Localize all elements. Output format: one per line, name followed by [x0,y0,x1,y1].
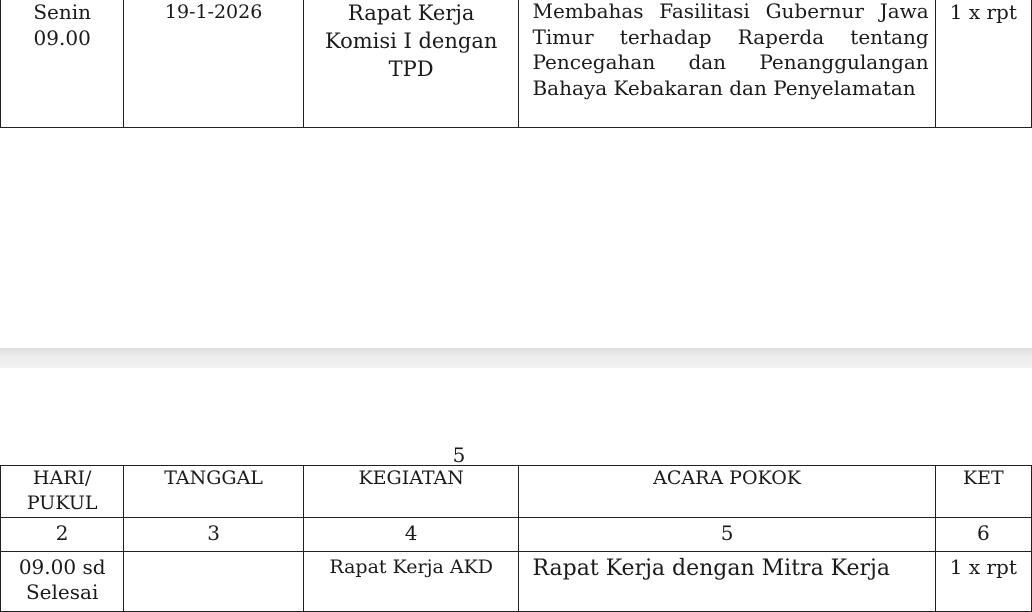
cell-agenda: Membahas Fasilitasi Gubernur Jawa Timur terhadap Raperda tentang Pencegahan dan Penanggulangan Bahaya Kebakaran dan Penyelamatan [519,0,935,128]
header-row [1,466,1032,518]
header-remark: KET [935,466,1031,518]
column-number: 4 [303,518,519,552]
cell-activity: Rapat Kerja AKD [303,552,519,612]
column-number: 5 [519,518,935,552]
header-agenda: ACARA POKOK [519,466,935,518]
page-number: 5 [452,443,466,467]
cell-remark: 1 x rpt [935,0,1031,128]
cell-agenda: Rapat Kerja dengan Mitra Kerja [519,552,935,612]
column-number-row [1,518,1032,552]
table-row [1,0,1032,128]
column-number: 6 [935,518,1031,552]
cell-date [124,552,304,612]
schedule-table [0,465,1032,612]
header-date: TANGGAL [124,466,304,518]
table-row [1,552,1032,612]
header-day-time: HARI/ PUKUL [1,466,124,518]
cell-remark: 1 x rpt [935,552,1031,612]
column-number: 2 [1,518,124,552]
cell-activity: Rapat Kerja Komisi I dengan TPD [303,0,519,128]
cell-day-time: Senin 09.00 [1,0,124,128]
column-number: 3 [124,518,304,552]
page-separator [0,348,1032,368]
header-activity: KEGIATAN [303,466,519,518]
cell-date: 19-1-2026 [124,0,304,128]
cell-day-time: 09.00 sd Selesai [1,552,124,612]
schedule-table-continued [0,0,1032,128]
